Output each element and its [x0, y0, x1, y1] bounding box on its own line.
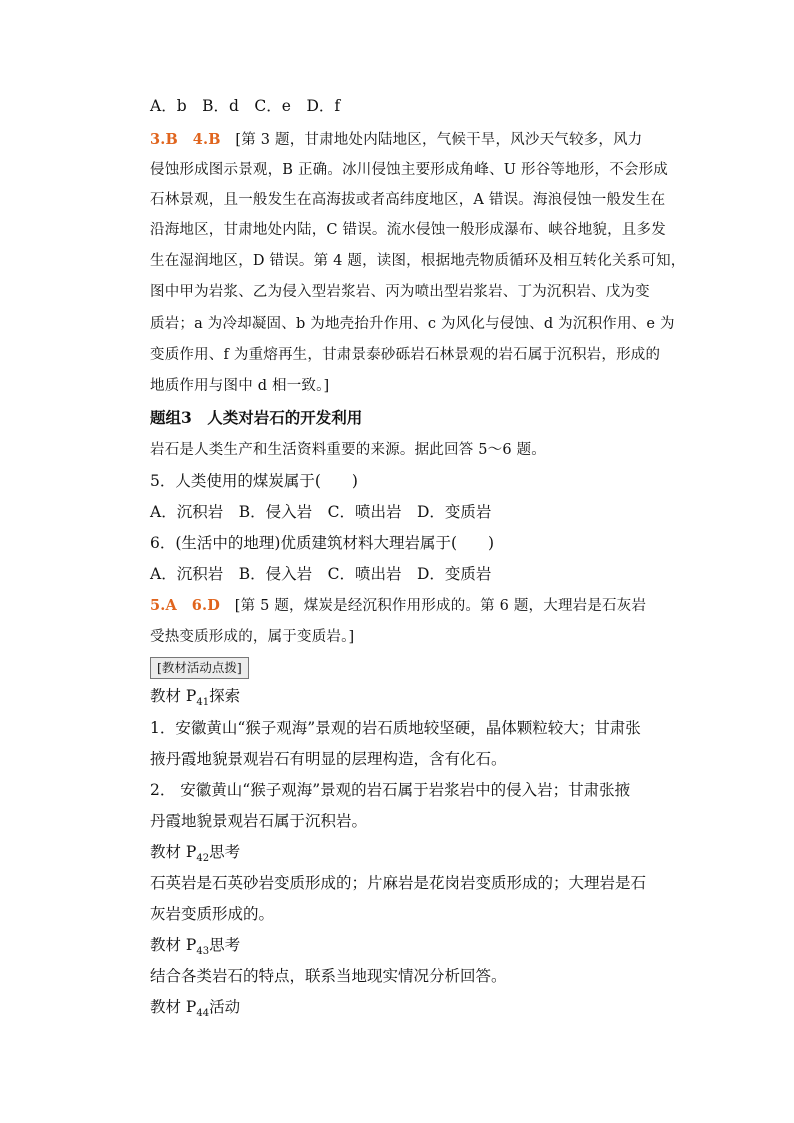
explanation-line: 受热变质形成的，属于变质岩。]	[150, 629, 355, 645]
question-options: A．b B．d C．e D．f	[150, 97, 341, 115]
answer-key-5: 5.A	[150, 597, 177, 614]
question-6: 6．(生活中的地理)优质建筑材料大理岩属于( )	[150, 534, 495, 552]
question-6-options: A．沉积岩 B．侵入岩 C．喷出岩 D．变质岩	[150, 565, 492, 583]
p42-text-line-1: 石英岩是石英砂岩变质形成的；片麻岩是花岗岩变质形成的；大理岩是石	[150, 874, 647, 892]
explanation-line: 图中甲为岩浆、乙为侵入型岩浆岩、丙为喷出型岩浆岩、丁为沉积岩、戊为变	[150, 284, 650, 300]
answer-key-4: 4.B	[192, 131, 221, 148]
answer-5-6-line-1	[150, 596, 680, 616]
explanation-line: 生在湿润地区，D 错误。第 4 题，读图，根据地壳物质循环及相互转化关系可知，	[150, 253, 686, 269]
p43-text-line-1: 结合各类岩石的特点，联系当地现实情况分析回答。	[150, 967, 507, 985]
explanation-line: 变质作用、f 为重熔再生，甘肃景泰砂砾岩石林景观的岩石属于沉积岩，形成的	[150, 347, 661, 363]
p41-item-2-line-2: 丹霞地貌景观岩石属于沉积岩。	[150, 812, 368, 830]
explanation-line: 侵蚀形成图示景观，B 正确。冰川侵蚀主要形成角峰、U 形谷等地形，不会形成	[150, 162, 668, 178]
p41-item-2-line-1: 2． 安徽黄山“猴子观海”景观的岩石属于岩浆岩中的侵入岩；甘肃张掖	[150, 781, 631, 799]
section-heading-p41: 教材 $P_{41}$探索	[150, 687, 241, 709]
question-5: 5．人类使用的煤炭属于( )	[150, 472, 358, 490]
p42-text-line-2: 灰岩变质形成的。	[150, 905, 275, 923]
explanation-text: [第 5 题，煤炭是经沉积作用形成的。第 6 题，大理岩是石灰岩	[234, 598, 647, 614]
question-group-title: 题组3 人类对岩石的开发利用	[150, 408, 363, 427]
answer-key-6: 6.D	[191, 597, 221, 614]
explanation-line: 地质作用与图中 d 相一致。]	[150, 378, 330, 394]
p41-item-1-line-2: 掖丹霞地貌景观岩石有明显的层理构造，含有化石。	[150, 750, 507, 768]
p41-item-1-line-1: 1．安徽黄山“猴子观海”景观的岩石质地较坚硬，晶体颗粒较大；甘肃张	[150, 719, 641, 737]
section-tag: [教材活动点拨]	[150, 657, 249, 679]
answer-3-4-line-1	[150, 130, 680, 150]
section-heading-p44: 教材 $P_{44}$活动	[150, 998, 241, 1020]
explanation-text: [第 3 题，甘肃地处内陆地区，气候干旱，风沙天气较多，风力	[235, 132, 643, 148]
explanation-line: 石林景观，且一般发生在高海拔或者高纬度地区，A 错误。海浪侵蚀一般发生在	[150, 192, 666, 208]
explanation-line: 质岩；a 为冷却凝固、b 为地壳抬升作用、c 为风化与侵蚀、d 为沉积作用、e 为	[150, 316, 675, 332]
question-group-intro: 岩石是人类生产和生活资料重要的来源。据此回答 5～6 题。	[150, 442, 546, 458]
answer-key-3: 3.B	[150, 131, 178, 148]
section-heading-p43: 教材 $P_{43}$思考	[150, 936, 241, 958]
explanation-line: 沿海地区，甘肃地处内陆，C 错误。流水侵蚀一般形成瀑布、峡谷地貌，且多发	[150, 222, 666, 238]
section-heading-p42: 教材 $P_{42}$思考	[150, 843, 241, 865]
question-5-options: A．沉积岩 B．侵入岩 C．喷出岩 D．变质岩	[150, 503, 492, 521]
